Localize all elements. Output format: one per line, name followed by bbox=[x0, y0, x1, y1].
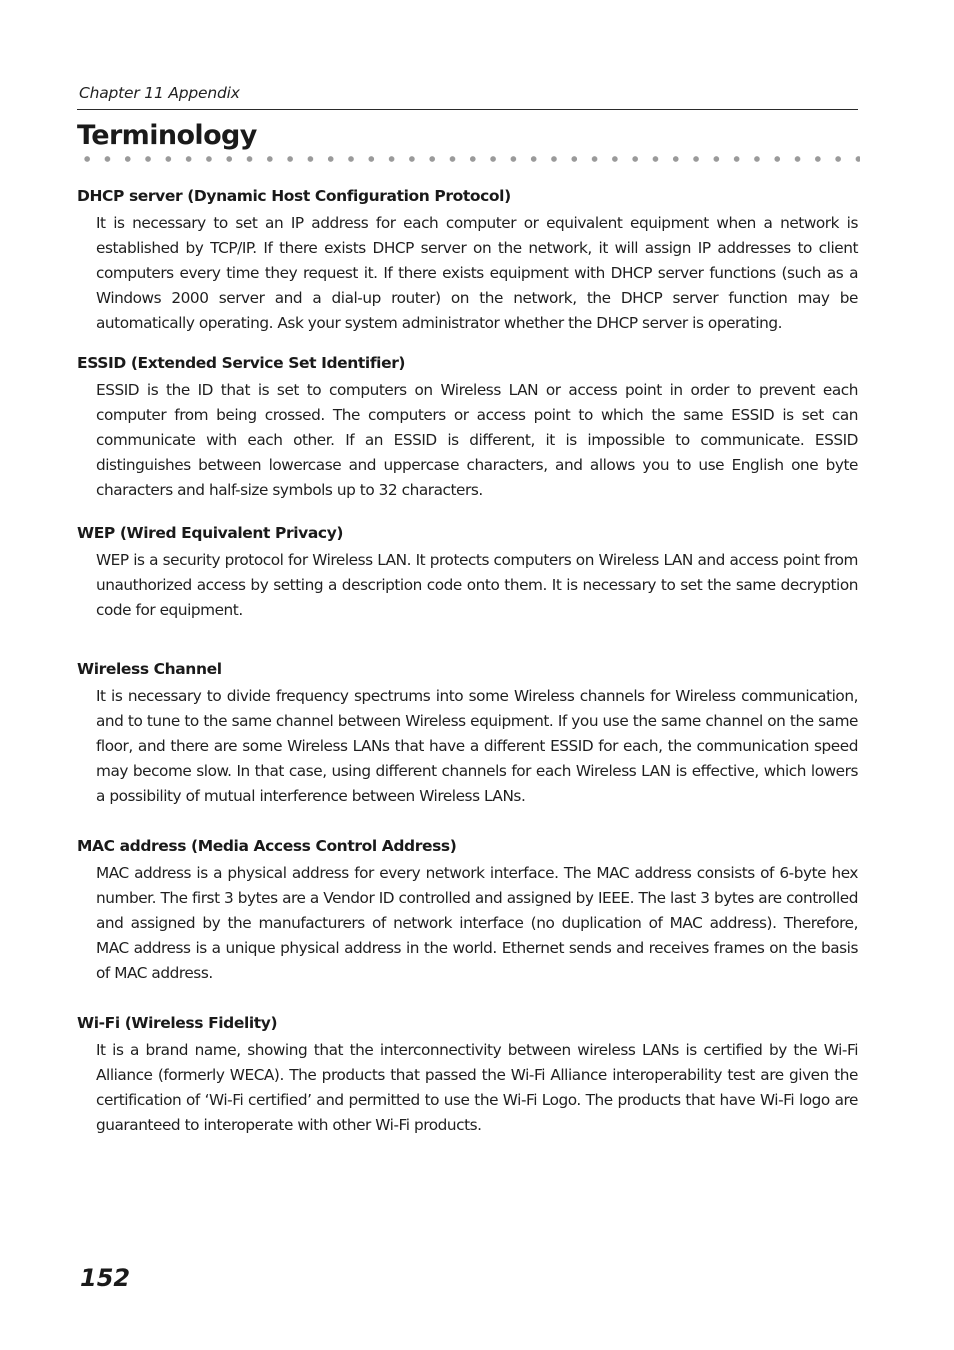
term-entry-wireless-channel bbox=[77, 659, 858, 809]
term-definition: ESSID is the ID that is set to computers on Wireless LAN or access point in order to prevent each computer from being crossed. The computers or access point to which the same ESSID is set can communicate with each other. If an ESSID is different, it is impossible to communicate. ESSID distinguishes between lowercase and uppercase characters, and allows you to use English one byte characters and half-size symbols up to 32 characters. bbox=[96, 381, 858, 499]
term-heading: DHCP server (Dynamic Host Configuration Protocol) bbox=[77, 187, 511, 205]
term-definition: It is a brand name, showing that the interconnectivity between wireless LANs is certified by the Wi-Fi Alliance (formerly WECA). The products that passed the Wi-Fi Alliance interoperability test are given the certification of ‘Wi-Fi certified’ and permitted to use the Wi-Fi Logo. The products that have Wi-Fi logo are guaranteed to interoperate with other Wi-Fi products. bbox=[96, 1041, 858, 1134]
term-definition: MAC address is a physical address for every network interface. The MAC address consists of 6-byte hex number. The first 3 bytes are a Vendor ID controlled and assigned by IEEE. The last 3 bytes are controlled and assigned by the manufacturers of network interface (no duplication of MAC address). Therefore, MAC address is a unique physical address in the world. Ethernet sends and receives frames on the basis of MAC address. bbox=[96, 864, 858, 982]
term-heading: ESSID (Extended Service Set Identifier) bbox=[77, 354, 406, 372]
term-entry-wep bbox=[77, 523, 858, 623]
term-entry-essid bbox=[77, 353, 858, 503]
term-heading: Wi-Fi (Wireless Fidelity) bbox=[77, 1014, 278, 1032]
term-entry-dhcp bbox=[77, 186, 858, 336]
term-heading: WEP (Wired Equivalent Privacy) bbox=[77, 524, 344, 542]
term-heading: Wireless Channel bbox=[77, 660, 222, 678]
term-heading: MAC address (Media Access Control Address) bbox=[77, 837, 457, 855]
dotted-divider bbox=[77, 155, 860, 163]
term-definition: WEP is a security protocol for Wireless LAN. It protects computers on Wireless LAN and access point from unauthorized access by setting a description code onto them. It is necessary to set the same decryption code for equipment. bbox=[96, 551, 858, 619]
term-entry-mac-address bbox=[77, 836, 858, 986]
term-definition: It is necessary to divide frequency spectrums into some Wireless channels for Wireless communication, and to tune to the same channel between Wireless equipment. If you use the same channel on the same floor, and there are some Wireless LANs that have a different ESSID for each, the communication speed may become slow. In that case, using different channels for each Wireless LAN is effective, which lowers a possibility of mutual interference between Wireless LANs. bbox=[96, 687, 858, 805]
chapter-header: Chapter 11 Appendix bbox=[79, 84, 240, 102]
page-title: Terminology bbox=[77, 120, 257, 151]
term-entry-wifi bbox=[77, 1013, 858, 1138]
page-number: 152 bbox=[80, 1264, 131, 1292]
term-definition: It is necessary to set an IP address for each computer or equivalent equipment when a network is established by TCP/IP. If there exists DHCP server on the network, it will assign IP addresses to client computers every time they request it. If there exists equipment with DHCP server functions (such as a Windows 2000 server and a dial-up router) on the network, the DHCP server function may be automatically operating. Ask your system administrator whether the DHCP server is operating. bbox=[96, 214, 858, 332]
header-rule bbox=[77, 109, 858, 110]
